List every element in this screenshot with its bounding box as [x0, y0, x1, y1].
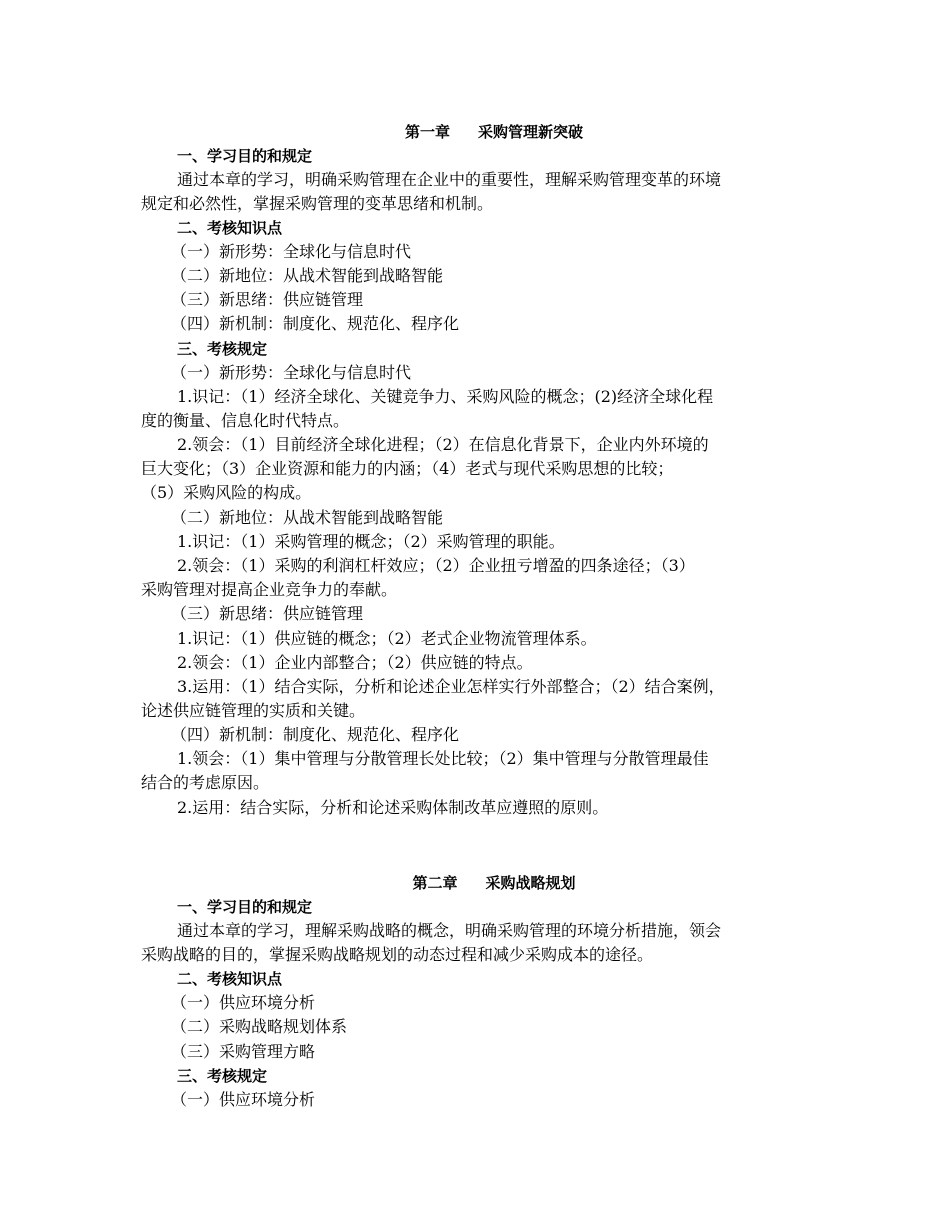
paragraph-line: 规定和必然性，掌握采购管理的变革思绪和机制。 [141, 194, 494, 213]
paragraph-line: 采购战略的目的，掌握采购战略规划的动态过程和减少采购成本的途径。 [141, 945, 654, 964]
paragraph-line: 3.运用：（1）结合实际，分析和论述企业怎样实行外部整合；（2）结合案例， [177, 677, 725, 696]
list-item: （三）采购管理方略 [171, 1042, 316, 1061]
paragraph-line: 1.识记：（1）供应链的概念；（2）老式企业物流管理体系。 [177, 629, 597, 648]
paragraph-line: 1.识记：（1）采购管理的概念；（2）采购管理的职能。 [177, 532, 565, 551]
list-item: （二）新地位：从战术智能到战略智能 [171, 266, 444, 285]
chapter-2-number: 第二章 [412, 874, 458, 892]
section-heading: 三、考核规定 [177, 340, 268, 358]
subsection-heading: （三）新思绪：供应链管理 [171, 604, 364, 623]
list-item: （一）供应环境分析 [171, 993, 316, 1012]
section-heading: 三、考核规定 [177, 1067, 268, 1085]
chapter-1-title: 采购管理新突破 [478, 123, 584, 141]
chapter-2-heading [141, 871, 847, 895]
section-heading: 二、考核知识点 [177, 970, 283, 988]
list-item: （二）采购战略规划体系 [171, 1017, 348, 1036]
paragraph-line: 论述供应链管理的实质和关键。 [141, 701, 366, 720]
subsection-heading: （一）供应环境分析 [171, 1090, 316, 1109]
section-heading: 二、考核知识点 [177, 219, 283, 237]
paragraph-line: 2.领会：（1）目前经济全球化进程；（2）在信息化背景下，企业内外环境的 [177, 435, 709, 454]
section-heading: 一、学习目的和规定 [177, 147, 313, 165]
paragraph-line: （5）采购风险的构成。 [141, 483, 312, 502]
chapter-1-number: 第一章 [404, 123, 450, 141]
chapter-2-title: 采购战略规划 [485, 874, 576, 892]
subsection-heading: （四）新机制：制度化、规范化、程序化 [171, 725, 460, 744]
section-heading: 一、学习目的和规定 [177, 898, 313, 916]
paragraph-line: 2.运用：结合实际，分析和论述采购体制改革应遵照的原则。 [177, 798, 609, 817]
paragraph-line: 通过本章的学习，理解采购战略的概念，明确采购管理的环境分析措施，领会 [177, 921, 722, 940]
paragraph-line: 2.领会：（1）采购的利润杠杆效应；（2）企业扭亏增盈的四条途径；（3） [177, 556, 695, 575]
paragraph-line: 1.识记：（1）经济全球化、关键竞争力、采购风险的概念；(2)经济全球化程 [177, 387, 714, 406]
subsection-heading: （一）新形势：全球化与信息时代 [171, 363, 412, 382]
paragraph-line: 2.领会：（1）企业内部整合；（2）供应链的特点。 [177, 653, 533, 672]
list-item: （一）新形势：全球化与信息时代 [171, 242, 412, 261]
paragraph-line: 巨大变化；（3）企业资源和能力的内涵；（4）老式与现代采购思想的比较； [141, 459, 674, 478]
list-item: （四）新机制：制度化、规范化、程序化 [171, 314, 460, 333]
paragraph-line: 结合的考虑原因。 [141, 773, 270, 792]
list-item: （三）新思绪：供应链管理 [171, 290, 364, 309]
chapter-1-heading [141, 120, 847, 144]
subsection-heading: （二）新地位：从战术智能到战略智能 [171, 508, 444, 527]
paragraph-line: 1.领会：（1）集中管理与分散管理长处比较；（2）集中管理与分散管理最佳 [177, 749, 709, 768]
paragraph-line: 度的衡量、信息化时代特点。 [141, 411, 350, 430]
paragraph-line: 采购管理对提高企业竞争力的奉献。 [141, 580, 398, 599]
paragraph-line: 通过本章的学习，明确采购管理在企业中的重要性，理解采购管理变革的环境 [177, 170, 722, 189]
